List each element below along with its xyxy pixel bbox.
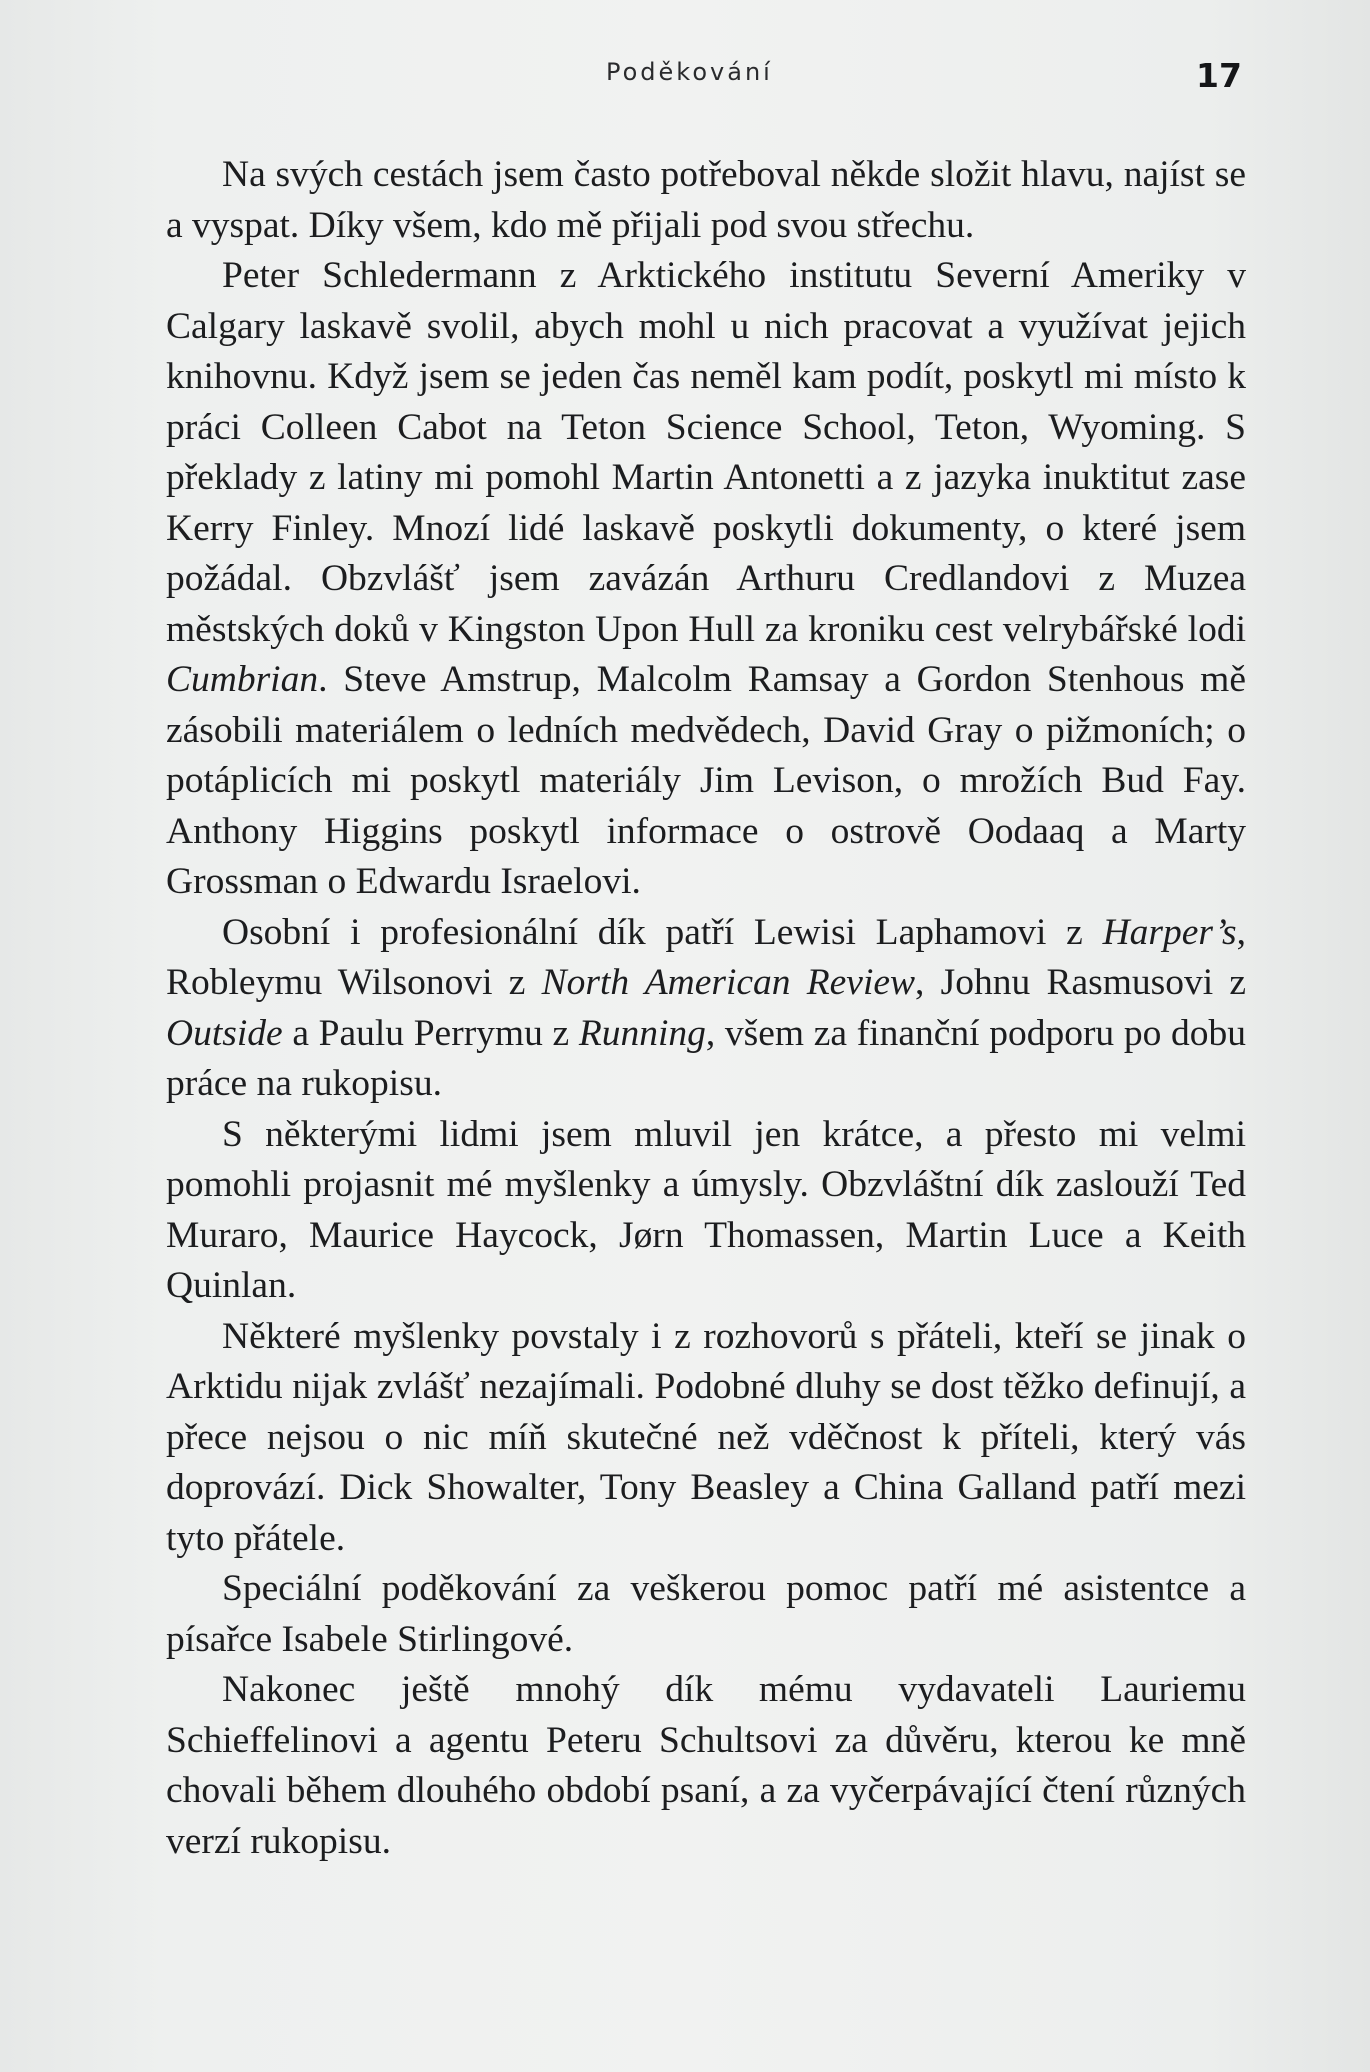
- paragraph: [166, 1665, 1246, 1867]
- italic-title: North American Review: [541, 962, 916, 1003]
- italic-title: Cumbrian: [166, 659, 319, 700]
- text-run: Osobní i profesionální dík patří Lewisi Laphamovi z: [222, 911, 1103, 953]
- paragraph: [166, 150, 1246, 251]
- text-run: , Robleymu Wilsonovi z: [166, 911, 1246, 1003]
- paragraph: [166, 1564, 1246, 1665]
- italic-title: Harper’s: [1102, 911, 1237, 953]
- text-run: Některé myšlenky povstaly i z rozhovorů s přáteli, kteří se jinak o Arktidu nijak zvlášť nezajímali. Podobné dluhy se dost těžko definují, a přece nejsou o nic míň skutečné než vděčnost k příteli, který vás doprovází. Dick Showalter, Tony Beasley a China Galland patří mezi tyto přátele.: [166, 1315, 1246, 1559]
- text-run: . Steve Amstrup, Malcolm Ramsay a Gordon Stenhous mě zásobili materiálem o ledních medvědech, David Gray o pižmoních; o potáplicích mi poskytl materiály Jim Levison, o mrožích Bud Fay. Anthony Higgins poskytl informace o ostrově Oodaaq a Marty Grossman o Edwardu Israelovi.: [166, 659, 1246, 902]
- body-text: [166, 150, 1246, 1867]
- text-run: a Paulu Perrymu z: [282, 1012, 579, 1054]
- paragraph: [166, 1110, 1246, 1312]
- text-run: , Johnu Rasmusovi z: [915, 962, 1247, 1003]
- text-run: Peter Schledermann z Arktického institutu Severní Ameriky v Calgary laskavě svolil, abych mohl u nich pracovat a využívat jejich knihovnu. Když jsem se jeden čas neměl kam podít, poskytl mi místo k práci Colleen Cabot na Teton Science School, Teton, Wyoming. S překlady z latiny mi pomohl Martin Antonetti a z jazyka inuktitut zase Kerry Finley. Mnozí lidé laskavě poskytli dokumenty, o které jsem požádal. Obzvlášť jsem zavázán Arthuru Credlandovi z Muzea městských doků v Kingston Upon Hull za kroniku cest velrybářské lodi: [166, 255, 1246, 650]
- paragraph: [166, 1312, 1246, 1565]
- text-run: S některými lidmi jsem mluvil jen krátce, a přesto mi velmi pomohli projasnit mé myšlenky a úmysly. Obzvláštní dík zaslouží Ted Muraro, Maurice Haycock, Jørn Thomassen, Martin Luce a Keith Quinlan.: [166, 1113, 1246, 1306]
- text-run: Nakonec ještě mnohý dík mému vydavateli Lauriemu Schieffelinovi a agentu Peteru Schultsovi za důvěru, kterou ke mně chovali během dlouhého období psaní, a za vyčerpávající čtení různých verzí rukopisu.: [166, 1669, 1246, 1862]
- text-run: , všem za finanční podporu po dobu práce na rukopisu.: [166, 1012, 1246, 1104]
- text-run: Speciální poděkování za veškerou pomoc patří mé asistentce a písařce Isabele Stirlingové.: [166, 1568, 1246, 1660]
- italic-title: Running: [578, 1012, 706, 1054]
- running-head: Poděkování: [606, 58, 773, 86]
- paragraph: [166, 251, 1246, 908]
- paragraph: [166, 908, 1246, 1110]
- text-run: Na svých cestách jsem často potřeboval někde složit hlavu, najíst se a vyspat. Díky všem, kdo mě přijali pod svou střechu.: [166, 154, 1246, 246]
- italic-title: Outside: [166, 1012, 283, 1054]
- page-number: 17: [1196, 56, 1242, 95]
